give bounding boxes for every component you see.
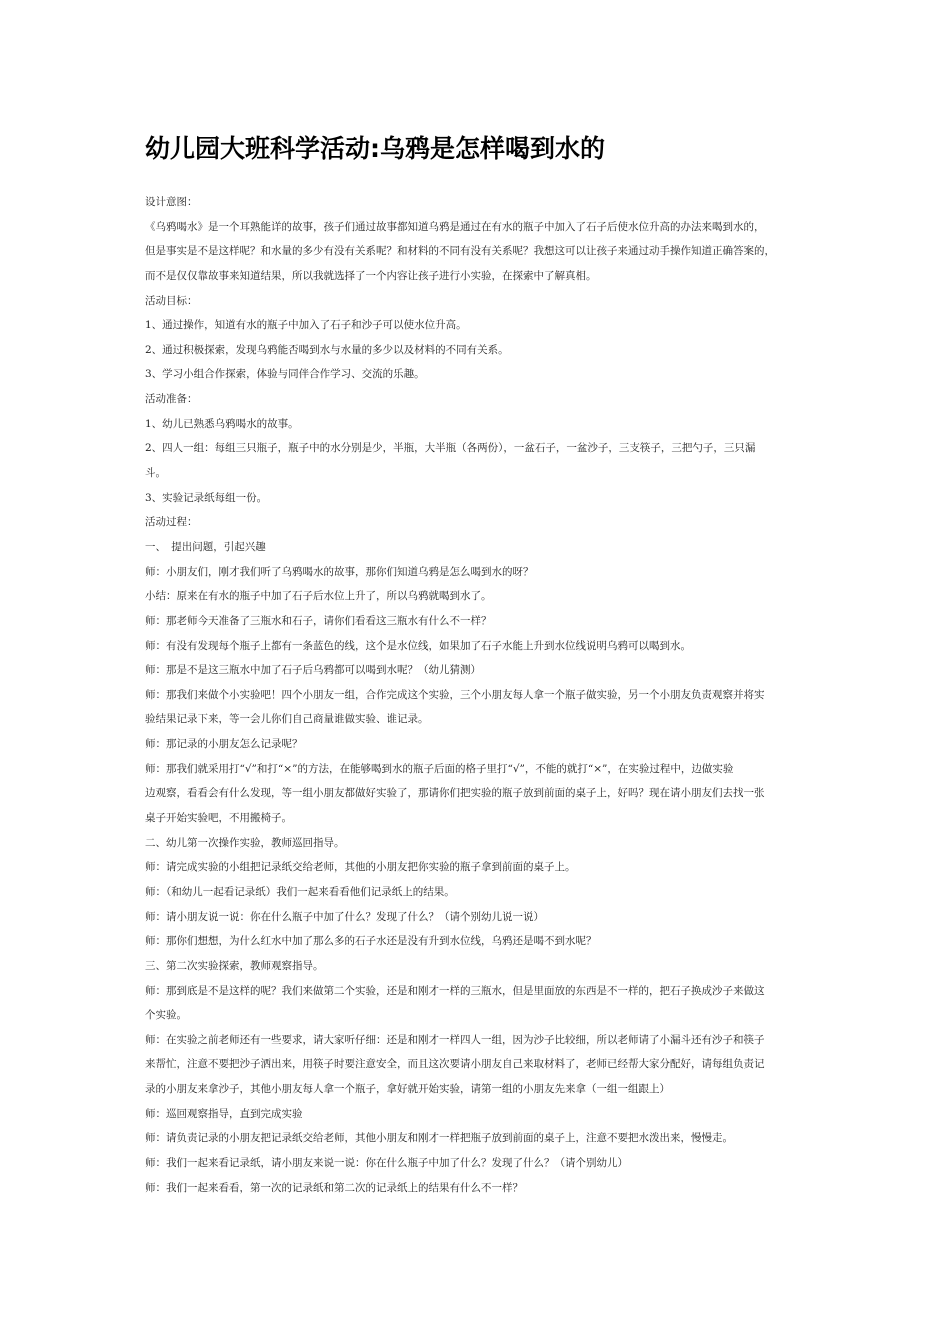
body-line: 师：请负责记录的小朋友把记录纸交给老师，其他小朋友和刚才一样把瓶子放到前面的桌子上，注意不要把水泼出来，慢慢走。 (145, 1132, 733, 1145)
body-line: 师：请完成实验的小组把记录纸交给老师，其他的小朋友把你实验的瓶子拿到前面的桌子上。 (145, 861, 576, 874)
body-line: 《乌鸦喝水》是一个耳熟能详的故事，孩子们通过故事都知道乌鸦是通过在有水的瓶子中加入了石子后使水位升高的办法来喝到水的， (145, 220, 765, 233)
body-line: 一、 提出问题，引起兴趣 (145, 540, 266, 553)
body-line: 桌子开始实验吧，不用搬椅子。 (145, 812, 292, 825)
body-line: 师：那是不是这三瓶水中加了石子后乌鸦都可以喝到水呢？（幼儿猜测） (145, 664, 481, 677)
body-line: 师：那我们来做个小实验吧！四个小朋友一组，合作完成这个实验，三个小朋友每人拿一个瓶子做实验，另一个小朋友负责观察并将实 (145, 688, 765, 701)
body-line: 师：那到底是不是这样的呢？我们来做第二个实验，还是和刚才一样的三瓶水，但是里面放的东西是不一样的，把石子换成沙子来做这 (145, 984, 765, 997)
body-line: 活动过程： (145, 516, 198, 529)
body-line: 三、第二次实验探索，教师观察指导。 (145, 959, 324, 972)
body-line: 1、幼儿已熟悉乌鸦喝水的故事。 (145, 417, 299, 430)
body-line: 师：那记录的小朋友怎么记录呢？ (145, 738, 303, 751)
body-line: 活动准备： (145, 393, 198, 406)
document-body (145, 190, 813, 1200)
body-line: 验结果记录下来，等一会儿你们自己商量谁做实验、谁记录。 (145, 713, 429, 726)
body-line: 活动目标： (145, 294, 198, 307)
body-line: 来帮忙，注意不要把沙子洒出来，用筷子时要注意安全，而且这次要请小朋友自己来取材料了，老师已经帮大家分配好，请每组负责记 (145, 1058, 765, 1071)
body-line: 而不是仅仅靠故事来知道结果，所以我就选择了一个内容让孩子进行小实验，在探索中了解真相。 (145, 269, 597, 282)
document-title: 幼儿园大班科学活动:乌鸦是怎样喝到水的 (145, 134, 605, 163)
body-line: 2、通过积极探索，发现乌鸦能否喝到水与水量的多少以及材料的不同有关系。 (145, 343, 509, 356)
body-line: 二、幼儿第一次操作实验，教师巡回指导。 (145, 836, 345, 849)
body-line: 边观察，看看会有什么发现，等一组小朋友都做好实验了，那请你们把实验的瓶子放到前面的桌子上，好吗？现在请小朋友们去找一张 (145, 787, 765, 800)
body-line: 师：那我们就采用打“√”和打“×”的方法，在能够喝到水的瓶子后面的格子里打“√”，不能的就打“×”，在实验过程中，边做实验 (145, 762, 734, 775)
body-line: 师：那你们想想，为什么红水中加了那么多的石子水还是没有升到水位线，乌鸦还是喝不到水呢？ (145, 935, 597, 948)
body-line: 师：我们一起来看记录纸，请小朋友来说一说：你在什么瓶子中加了什么？发现了什么？（请个别幼儿） (145, 1156, 628, 1169)
body-line: 师：请小朋友说一说：你在什么瓶子中加了什么？发现了什么？（请个别幼儿说一说） (145, 910, 544, 923)
body-line: 师：我们一起来看看，第一次的记录纸和第二次的记录纸上的结果有什么不一样？ (145, 1181, 523, 1194)
body-line: 小结：原来在有水的瓶子中加了石子后水位上升了，所以乌鸦就喝到水了。 (145, 590, 492, 603)
body-line: 1、通过操作，知道有水的瓶子中加入了石子和沙子可以使水位升高。 (145, 319, 467, 332)
body-line: 3、实验记录纸每组一份。 (145, 491, 268, 504)
body-line: 设计意图： (145, 196, 198, 208)
body-line: 师：小朋友们，刚才我们听了乌鸦喝水的故事，那你们知道乌鸦是怎么喝到水的呀？ (145, 565, 534, 578)
body-line: 师：在实验之前老师还有一些要求，请大家听仔细：还是和刚才一样四人一组，因为沙子比较细，所以老师请了小漏斗还有沙子和筷子 (145, 1033, 765, 1046)
body-line: 师：巡回观察指导，直到完成实验 (145, 1107, 303, 1120)
body-line: 师：有没有发现每个瓶子上都有一条蓝色的线，这个是水位线，如果加了石子水能上升到水位线说明乌鸦可以喝到水。 (145, 639, 691, 652)
body-line: 斗。 (145, 467, 166, 480)
body-line: 2、四人一组：每组三只瓶子，瓶子中的水分别是少，半瓶，大半瓶（各两份），一盆石子，一盆沙子，三支筷子，三把勺子，三只漏 (145, 442, 756, 455)
body-line: 个实验。 (145, 1009, 187, 1022)
body-line: 3、学习小组合作探索，体验与同伴合作学习、交流的乐趣。 (145, 368, 425, 381)
body-line: 录的小朋友来拿沙子，其他小朋友每人拿一个瓶子，拿好就开始实验，请第一组的小朋友先来拿（一组一组跟上） (145, 1083, 670, 1096)
body-line: 师：那老师今天准备了三瓶水和石子，请你们看看这三瓶水有什么不一样？ (145, 614, 492, 627)
body-line: 但是事实是不是这样呢？和水量的多少有没有关系呢？和材料的不同有没有关系呢？我想这可以让孩子来通过动手操作知道正确答案的， (145, 245, 775, 258)
body-line: 师：（和幼儿一起看记录纸）我们一起来看看他们记录纸上的结果。 (145, 885, 455, 898)
